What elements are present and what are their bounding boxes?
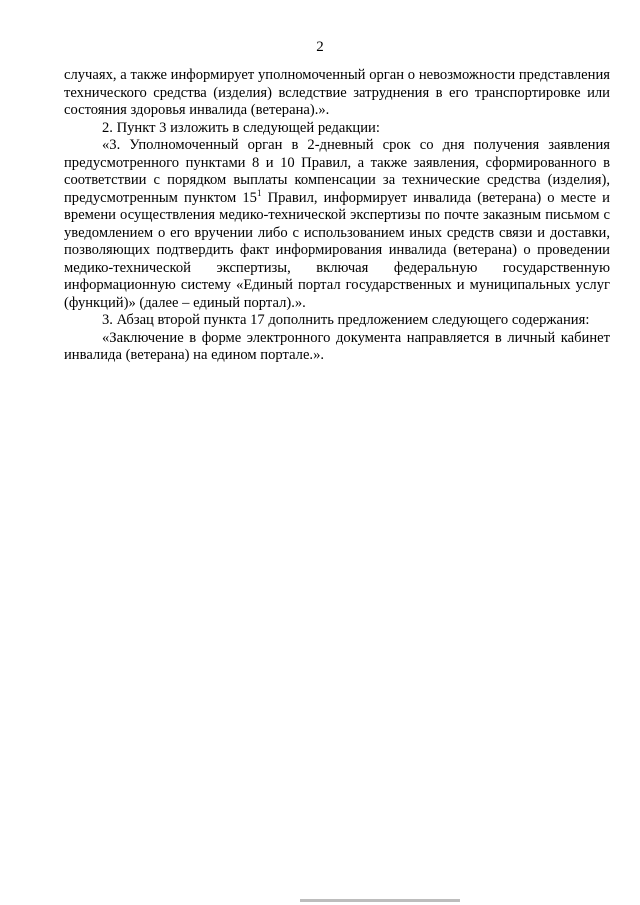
clause-3-text-end: Правил, информирует инвалида (ветерана) о месте и времени осуществления медико-технической экспертизы по почте заказным письмом с уведомлением о его вручении либо с использованием иных средств связи и доставки, позволяющих подтвердить факт информирования инвалида (ветерана) о проведении медико-технической экспертизы, включая федеральную государственную информационную систему «Единый портал государственных и муниципальных услуг (функций)» (далее – единый портал).». bbox=[64, 189, 610, 311]
paragraph-continuation: случаях, а также информирует уполномоченный орган о невозможности представления технического средства (изделия) вследствие затруднения в его транспортировке или состояния здоровья инвалида (ветерана).». bbox=[64, 67, 610, 118]
paragraph-conclusion: «Заключение в форме электронного документа направляется в личный кабинет инвалида (ветерана) на едином портале.». bbox=[64, 329, 610, 363]
document-body bbox=[64, 67, 610, 365]
paragraph-item-2: 2. Пункт 3 изложить в следующей редакции: bbox=[102, 119, 380, 136]
clause-3-superscript: 1 bbox=[256, 187, 262, 198]
clause-3-text-start: «3. Уполномоченный орган в 2-дневный срок со дня получения заявления предусмотренного пунктами 8 и 10 Правил, а также заявления, сформированного в соответствии с порядком выплаты компенсации за технические средства (изделия), предусмотренным пунктом 15 bbox=[64, 137, 610, 206]
paragraph-clause-3 bbox=[64, 137, 610, 312]
scan-edge-mark bbox=[300, 899, 460, 902]
page-number: 2 bbox=[316, 39, 324, 55]
paragraph-item-3: 3. Абзац второй пункта 17 дополнить предложением следующего содержания: bbox=[102, 312, 590, 328]
